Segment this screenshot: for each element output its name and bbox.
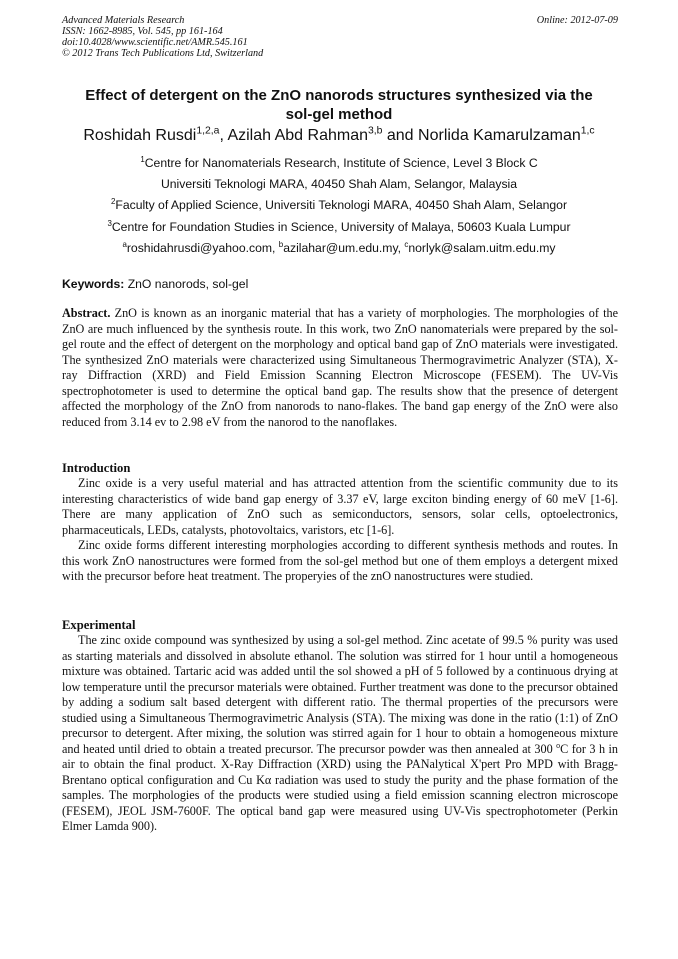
experimental-heading: Experimental (62, 618, 136, 632)
introduction-section (62, 460, 618, 585)
email-line (40, 238, 638, 259)
email-address: roshidahrusdi@yahoo.com, (126, 240, 279, 255)
author-separator: and (382, 127, 419, 144)
abstract-paragraph (62, 306, 618, 430)
affiliations (40, 153, 638, 259)
email-marker: c (404, 239, 409, 249)
introduction-paragraph-1: Zinc oxide is a very useful material and has attracted attention from the scientific community due to its interesting characteristics of wide band gap energy of 3.37 eV, large exciton binding energy of 60 meV [1-6]. There are many application of ZnO such as semiconductors, sensors, solar cells, optoelectronics, pharmaceuticals, LEDs, catalysts, photovoltaics, varistors, etc [1-6]. (62, 476, 618, 537)
email-address: norlyk@salam.uitm.edu.my (408, 240, 556, 255)
affiliation-3 (40, 217, 638, 238)
experimental-section (62, 617, 618, 835)
degree-symbol: o (556, 740, 561, 750)
online-date: Online: 2012-07-09 (536, 15, 618, 26)
email-marker: b (278, 239, 284, 249)
paper-title (40, 86, 638, 124)
author-2: Azilah Abd Rahman (227, 127, 368, 144)
title-line-2: sol-gel method (285, 106, 393, 123)
affiliation-1-cont: Universiti Teknologi MARA, 40450 Shah Alam, Selangor, Malaysia (160, 177, 518, 192)
email-address: azilahar@um.edu.my, (283, 240, 405, 255)
author-3-affil: 1,c (580, 125, 595, 137)
affiliation-1 (40, 153, 638, 174)
keywords-text: ZnO nanorods, sol-gel (124, 277, 249, 291)
abstract-text: ZnO is known as an inorganic material that has a variety of morphologies. The morphologies of the ZnO are much influenced by the synthesis route. In this work, two ZnO nanomaterials were prepared by the sol-gel route and the effect of detergent on the morphology and optical band gap of ZnO materials were investigated. The synthesized ZnO materials were characterized using Simultaneous Thermogravimetric Analyzer (STA), X-ray Diffraction (XRD) and Field Emission Scanning Electron Microscope (FESEM). The UV-Vis spectrophotometer is used to determine the optical band gap. The results show that the presence of detergent affected the morphology of the ZnO from nanorods to nano-flakes. The band gap energy of the ZnO were also reduced from 3.14 ev to 2.98 eV from the nanorod to the nanoflakes. (62, 306, 618, 429)
email-marker: a (122, 239, 127, 249)
copyright-line: © 2012 Trans Tech Publications Ltd, Switzerland (62, 48, 264, 59)
doi-line: doi:10.4028/www.scientific.net/AMR.545.161 (62, 37, 248, 48)
experimental-paragraph (62, 633, 618, 835)
affil-marker: 3 (107, 218, 112, 228)
experimental-text: The zinc oxide compound was synthesized by using a sol-gel method. Zinc acetate of 99.5 % purity was used as starting materials and dissolved in absolute ethanol. The solution was stirred for 1 hour until a homogeneous mixture was obtained. Tartaric acid was added until the sol showed a pH of 5 followed by a continuous drying at low temperature until the precursor materials were obtained. Further treatment was done to the precursor obtained by adding a sodium salt based detergent with different ratio. The thermal properties of the precursors were studied using a Simultaneous Thermogravimetric Analysis (STA). The mixing was done in the ratio (1:1) of ZnO precursor to detergent. After mixing, the solution was stirred again for 1 hour to obtain a homogeneous mixture and heated until dried to obtain a treated precursor. The precursor powder was then annealed at 300 (62, 633, 618, 756)
author-2-affil: 3,b (367, 125, 383, 137)
abstract-section (62, 306, 618, 430)
affiliation-2 (40, 195, 638, 216)
abstract-label: Abstract. (62, 306, 111, 320)
keywords-label: Keywords: (62, 277, 125, 291)
affiliation-text: Centre for Foundation Studies in Science, University of Malaya, 50603 Kuala Lumpur (111, 219, 571, 234)
introduction-paragraph-2: Zinc oxide forms different interesting morphologies according to different synthesis methods and routes. In this work ZnO nanostructures were formed from the sol-gel method but one of them employs a detergent mixed with the precursor before heat treatment. The properyies of the znO nanostructures were studied. (62, 538, 618, 583)
experimental-text: C for 3 h in air to obtain the final product. X-Ray Diffraction (XRD) using the PANalytical X'pert Pro MPD with Bragg-Brentano optical configuration and Cu Kα radiation was used to study the purity and the phase formation of the samples. The morphologies of the products were studied using a field emission scanning electron microscope (FESEM), JEOL JSM-7600F. The optical band gap were measured using UV-Vis spectrophotometer (Perkin Elmer Lamda 900). (62, 741, 618, 833)
affil-marker: 1 (140, 154, 145, 164)
keywords (62, 277, 618, 291)
journal-header (62, 15, 618, 59)
affiliation-text: Faculty of Applied Science, Universiti Teknologi MARA, 40450 Shah Alam, Selangor (115, 198, 568, 213)
author-1: Roshidah Rusdi (83, 127, 197, 144)
author-list (20, 126, 658, 146)
affil-marker: 2 (110, 197, 116, 207)
title-line-1: Effect of detergent on the ZnO nanorods structures synthesized via the (85, 87, 593, 104)
introduction-heading: Introduction (62, 461, 131, 475)
author-1-affil: 1,2,a (196, 125, 220, 137)
author-separator: , (219, 127, 228, 144)
issn-line: ISSN: 1662-8985, Vol. 545, pp 161-164 (62, 26, 223, 37)
affiliation-text: Centre for Nanomaterials Research, Institute of Science, Level 3 Block C (144, 156, 538, 170)
journal-name: Advanced Materials Research (62, 15, 185, 26)
author-3: Norlida Kamarulzaman (418, 127, 581, 144)
